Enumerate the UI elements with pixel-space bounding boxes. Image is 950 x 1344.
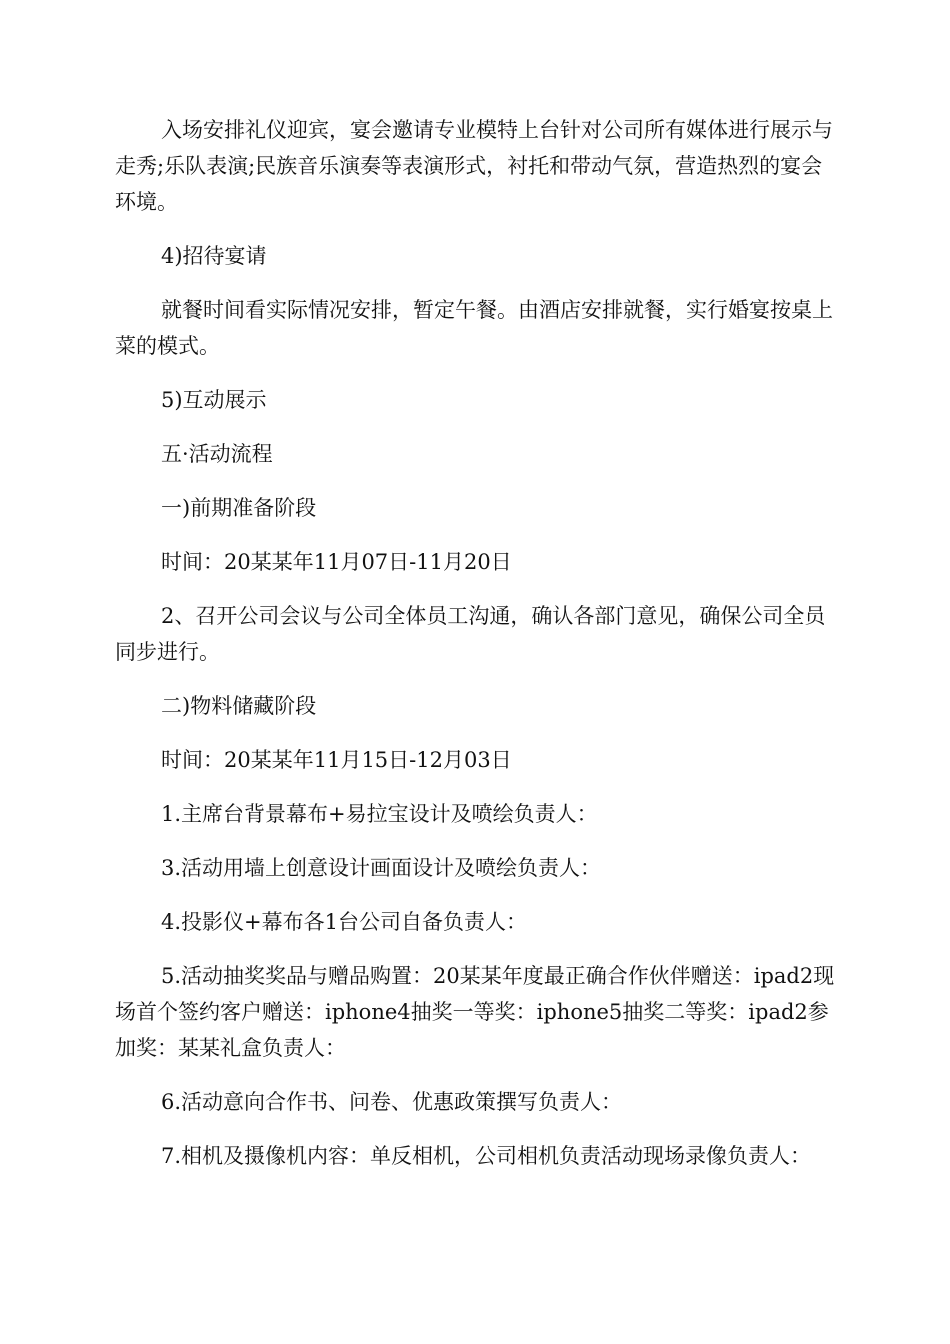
paragraph-preparation-time: 时间：20某某年11月07日-11月20日 (161, 550, 512, 574)
paragraph-opening-ceremony: 入场安排礼仪迎宾，宴会邀请专业模特上台针对公司所有媒体进行展示与走秀;乐队表演;民族音乐演奏等表演形式，衬托和带动气氛，营造热烈的宴会环境。 (115, 118, 833, 214)
document-body (115, 112, 835, 1192)
list-item-prizes: 5.活动抽奖奖品与赠品购置：20某某年度最正确合作伙伴赠送：ipad2现场首个签约客户赠送：iphone4抽奖一等奖：iphone5抽奖二等奖：ipad2参加奖：某某礼盒负责人： (115, 964, 835, 1060)
list-item-camera: 7.相机及摄像机内容：单反相机，公司相机负责活动现场录像负责人： (161, 1144, 812, 1168)
heading-interactive-display: 5)互动展示 (161, 388, 267, 412)
list-item-backdrop: 1.主席台背景幕布+易拉宝设计及喷绘负责人： (161, 802, 598, 826)
paragraph-materials-time: 时间：20某某年11月15日-12月03日 (161, 748, 512, 772)
heading-materials-stage: 二)物料储藏阶段 (161, 694, 317, 718)
paragraph-company-meeting: 2、召开公司会议与公司全体员工沟通，确认各部门意见，确保公司全员同步进行。 (115, 604, 826, 664)
heading-activity-process: 五·活动流程 (161, 442, 273, 466)
list-item-cooperation-docs: 6.活动意向合作书、问卷、优惠政策撰写负责人： (161, 1090, 623, 1114)
paragraph-dining-arrangement: 就餐时间看实际情况安排，暂定午餐。由酒店安排就餐，实行婚宴按桌上菜的模式。 (115, 298, 833, 358)
list-item-wall-design: 3.活动用墙上创意设计画面设计及喷绘负责人： (161, 856, 602, 880)
list-item-projector: 4.投影仪+幕布各1台公司自备负责人： (161, 910, 527, 934)
heading-reception-banquet: 4)招待宴请 (161, 244, 267, 268)
heading-preparation-stage: 一)前期准备阶段 (161, 496, 317, 520)
